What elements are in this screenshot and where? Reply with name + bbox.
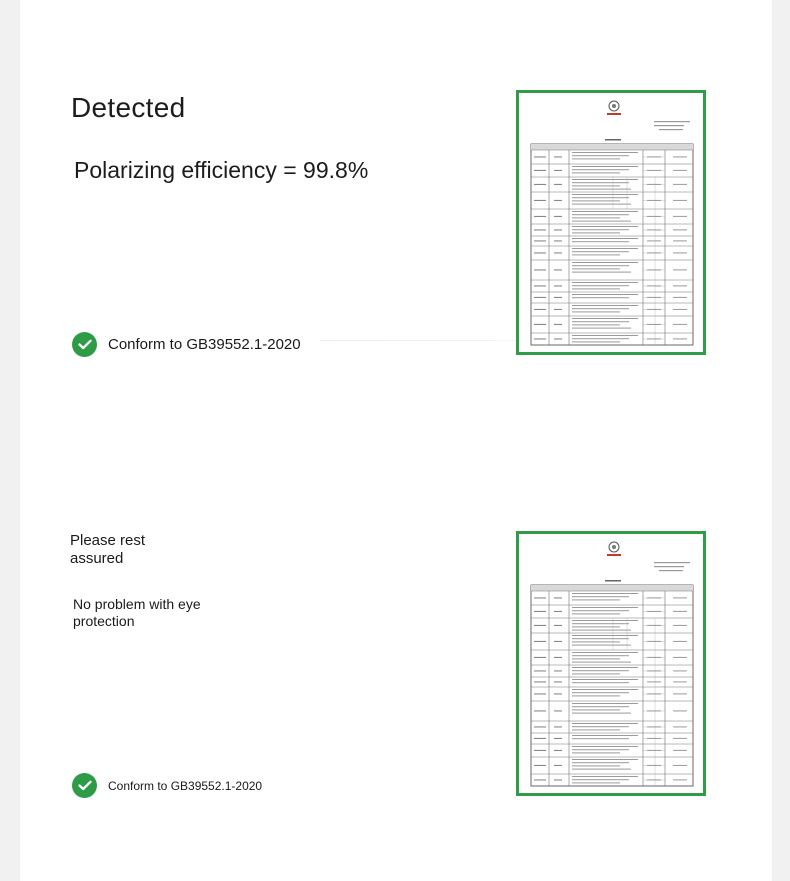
report-table (531, 144, 693, 345)
conform-badge-2 (72, 773, 262, 798)
check-circle-icon (72, 773, 97, 798)
report-table (531, 585, 693, 786)
certification-logo-icon (607, 542, 621, 556)
polarizing-efficiency-text: Polarizing efficiency = 99.8% (74, 157, 369, 183)
check-circle-icon (72, 332, 97, 357)
rest-assured-heading: Please rest assured (70, 532, 146, 567)
eye-protection-text: No problem with eye protection (73, 596, 201, 629)
conform-text-1: Conform to GB39552.1-2020 (108, 336, 301, 353)
detected-heading: Detected (71, 92, 186, 123)
conform-badge-1 (72, 332, 301, 357)
conform-text-2: Conform to GB39552.1-2020 (108, 778, 263, 793)
test-report-image-1 (516, 90, 706, 355)
test-report-image-2 (516, 531, 706, 796)
content-card (20, 0, 772, 881)
certification-logo-icon (607, 101, 621, 115)
